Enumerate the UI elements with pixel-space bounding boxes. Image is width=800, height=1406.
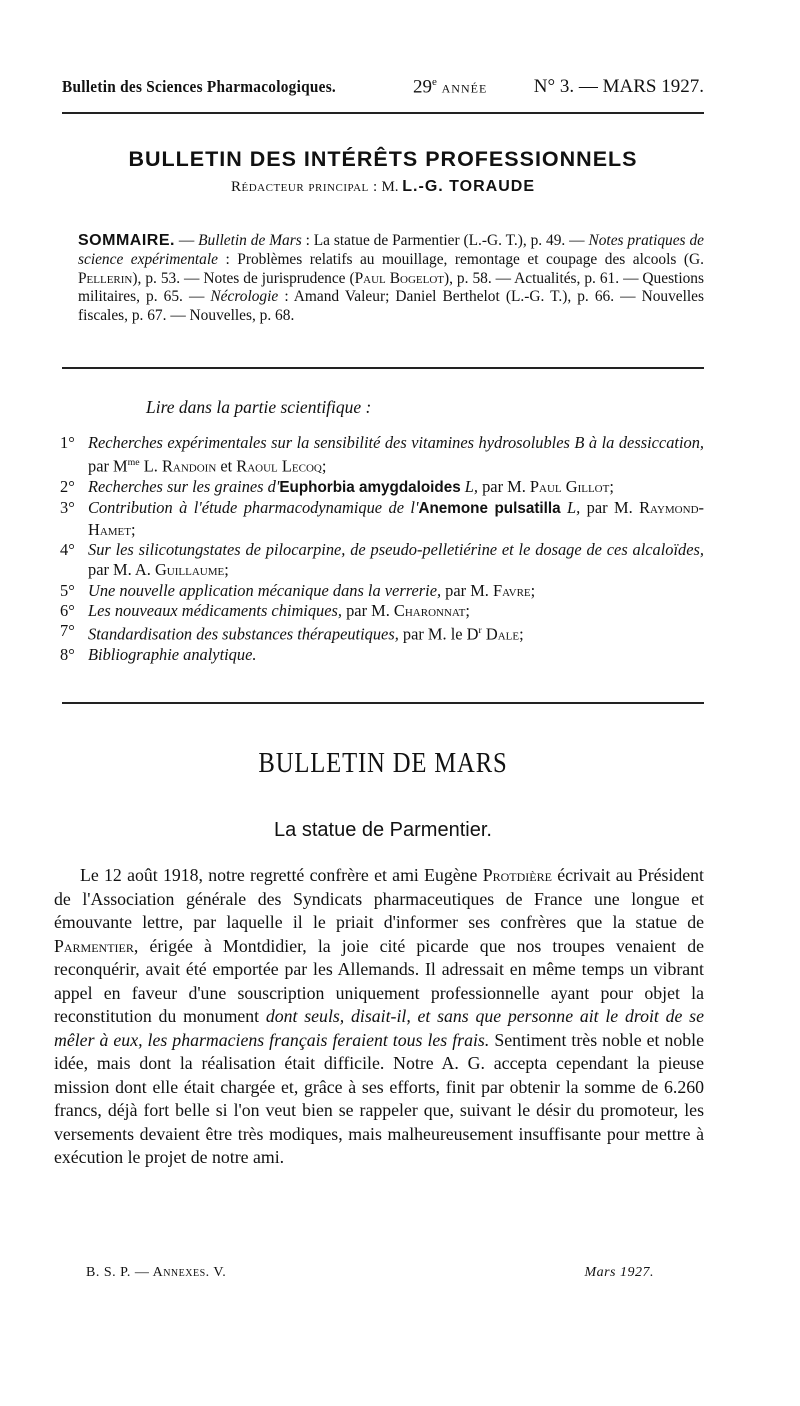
text-run: Une nouvelle application mécanique dans la verrerie,	[88, 580, 442, 600]
text-run: Charonnat	[393, 600, 466, 620]
issue-label: N° 3. — MARS 1927.	[533, 76, 704, 98]
item-number: 6°	[60, 600, 75, 620]
text-run: L. Randoin	[143, 456, 217, 476]
text-run: Recherches sur les graines d'	[88, 477, 280, 497]
text-run: Euphorbia amygdaloides	[279, 479, 461, 497]
list-item	[60, 477, 704, 498]
text-run: par M.	[580, 498, 640, 518]
text-run: Favre	[492, 580, 531, 600]
text-run: et	[216, 456, 237, 476]
editor-line	[62, 178, 704, 196]
text-run: ), p. 53. — Notes de jurisprudence (	[132, 269, 355, 287]
text-run: Bibliographie analytique.	[88, 644, 257, 664]
item-text	[88, 601, 704, 621]
text-run: L,	[460, 477, 479, 497]
item-number: 5°	[60, 580, 75, 600]
editor-label: Rédacteur principal :	[231, 179, 378, 195]
list-item	[60, 433, 704, 477]
item-number: 2°	[60, 477, 75, 497]
text-run: Paul Gillot	[529, 477, 610, 497]
text-run: Raymond-Hamet	[88, 498, 704, 539]
text-run: : Problèmes relatifs au mouillage, remontage et coupage des alcools (G.	[217, 250, 704, 268]
item-text	[88, 477, 704, 498]
bulletin-month-title: BULLETIN DE MARS	[258, 747, 508, 779]
text-run: Contribution à l'étude pharmacodynamique de l'	[88, 498, 419, 518]
text-run: ;	[530, 580, 536, 600]
text-run: L,	[560, 498, 581, 518]
list-item	[60, 498, 704, 540]
year-label	[413, 76, 487, 98]
item-number: 3°	[60, 498, 75, 518]
item-number: 4°	[60, 539, 75, 559]
item-number: 7°	[60, 621, 75, 641]
text-run: par M. A.	[88, 560, 155, 580]
text-run: par M.	[478, 477, 530, 497]
article-title: La statue de Parmentier.	[274, 819, 492, 841]
text-run: Les nouveaux médicaments chimiques,	[88, 600, 342, 620]
item-text	[88, 433, 704, 477]
year-sup: e	[431, 76, 437, 88]
text-run: Nécrologie	[210, 288, 279, 306]
text-run: Guillaume	[154, 560, 225, 580]
list-item	[60, 621, 704, 645]
item-text	[88, 581, 704, 601]
year-number: 29	[412, 76, 432, 98]
text-run: Pellerin	[78, 269, 133, 287]
text-run: Anemone pulsatilla	[418, 500, 561, 518]
text-run: ;	[465, 600, 470, 620]
section-title: BULLETIN DES INTÉRÊTS PROFESSIONNELS	[128, 147, 638, 171]
text-run: ;	[321, 456, 327, 476]
header-rule	[62, 112, 704, 114]
editor-name: L.-G. TORAUDE	[402, 178, 535, 195]
footer-left: B. S. P. — Annexes. V.	[86, 1265, 227, 1280]
text-run: ;	[519, 624, 524, 644]
text-run: r	[478, 625, 482, 637]
scientific-part-heading: Lire dans la partie scientifique :	[146, 397, 372, 417]
text-run: dont seuls, disait-il, et sans que personne ait le droit de se mêler à eux, les pharmaciens français feraient tous les frais.	[54, 1006, 704, 1050]
list-item	[60, 645, 704, 665]
text-run: Recherches expérimentales sur la sensibilité des vitamines hydrosolubles B à la dessiccation,	[88, 433, 704, 452]
article-body	[54, 864, 704, 1170]
article-paragraph	[54, 864, 704, 1170]
text-run: : Amand Valeur; Daniel Berthelot (L.-G. T.), p. 66. — Nouvelles fiscales, p. 67. — Nouvelles, p. 68.	[78, 288, 705, 325]
editor-initial: M.	[381, 179, 399, 195]
item-text	[88, 645, 704, 665]
scientific-contents-list	[60, 433, 704, 665]
summary-rule	[62, 367, 704, 369]
text-run: par M.	[342, 600, 394, 620]
text-run: Notes pratiques de science expérimentale	[78, 232, 704, 268]
list-item	[60, 581, 704, 601]
item-number: 1°	[60, 433, 75, 452]
text-run: Protdière	[482, 865, 552, 885]
text-run: ), p. 58. — Actualités, p. 61. — Questions militaires, p. 65. —	[78, 269, 704, 306]
text-run: Parmentier	[54, 935, 134, 956]
summary-paragraph	[78, 232, 704, 326]
item-text	[88, 498, 704, 540]
year-word: ANNÉE	[441, 81, 488, 96]
text-run: ;	[131, 519, 136, 539]
text-run: —	[174, 232, 199, 249]
text-run: Bulletin de Mars	[198, 232, 302, 249]
text-run: Standardisation des substances thérapeutiques,	[88, 624, 399, 644]
text-run: par M.	[441, 580, 493, 600]
text-run: Paul Bogelot	[354, 269, 444, 287]
item-text	[88, 621, 704, 645]
page-footer	[86, 1265, 654, 1281]
text-run: , érigée à Montdidier, la joie cité picarde que nos troupes venaient de reconquérir, avait été emportée par les Allemands. Il adressait en même temps un vibrant appel en faveur d'une souscription uniquement professionnelle ayant pour objet la reconstitution du monument	[54, 935, 704, 1026]
list-item	[60, 540, 704, 581]
item-number: 8°	[60, 644, 75, 664]
text-run: écrivait au Président de l'Association générale des Syndicats pharmaceutiques de France une longue et émouvante lettre, par laquelle il le priait d'informer ses confrères que la statue de	[54, 865, 704, 932]
text-run: par M. le D	[398, 624, 479, 644]
footer-right: Mars 1927.	[584, 1265, 654, 1280]
text-run: Le 12 août 1918, notre regretté confrère et ami Eugène	[80, 865, 483, 885]
text-run: Sur les silicotungstates de pilocarpine, de pseudo-pelletiérine et le dosage de ces alcaloïdes,	[88, 539, 704, 559]
journal-name: Bulletin des Sciences Pharmacologiques.	[62, 77, 337, 97]
running-header	[62, 76, 704, 98]
text-run: ;	[224, 560, 229, 580]
item-text	[88, 540, 704, 581]
text-run: par M	[88, 456, 128, 476]
text-run: me	[127, 457, 140, 469]
text-run: : La statue de Parmentier (L.-G. T.), p. 49. —	[301, 232, 589, 249]
text-run: ;	[609, 477, 614, 497]
text-run: Dale	[485, 624, 520, 644]
list-item	[60, 601, 704, 621]
text-run: Sentiment très noble et noble idée, mais dont la réalisation était difficile. Notre A. G. accepta cependant la pieuse mission dont elle était chargée et, grâce à ses efforts, finit par obtenir la somme de 6.260 francs, déjà fort belle si l'on veut bien se rappeler que, suivant le désir du promoteur, les versements devaient être très modiques, mais malheureusement insuffisante pour mettre à exécution le projet de notre ami.	[54, 1029, 704, 1167]
text-run: Raoul Lecoq	[236, 456, 322, 476]
contents-rule	[62, 702, 704, 704]
summary-lead: SOMMAIRE.	[78, 232, 175, 249]
